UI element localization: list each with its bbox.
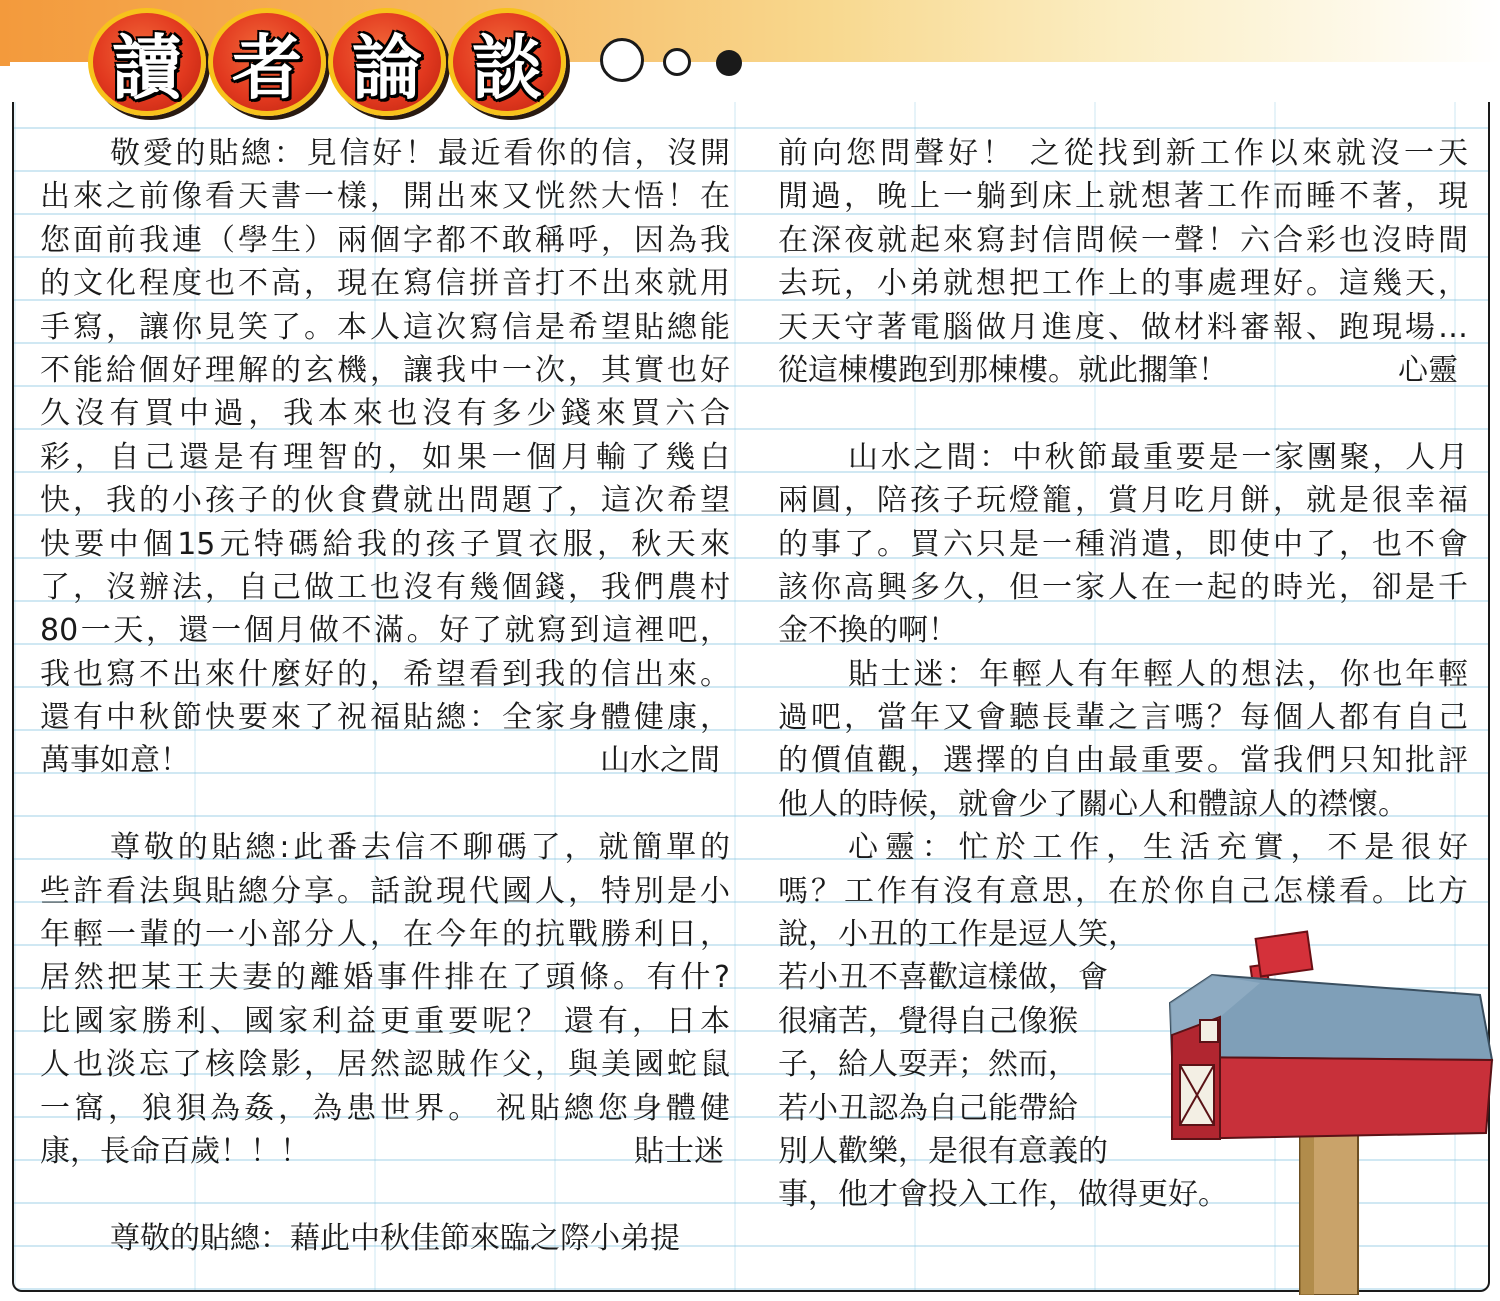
letter-line: 在深夜就起來寫封信問候一聲！六合彩也沒時間 bbox=[778, 222, 1468, 258]
title-badge-4 bbox=[448, 8, 566, 116]
letter-line: 快要中個15元特碼給我的孩子買衣服，秋天來 bbox=[40, 526, 730, 562]
reply-line: 他人的時候，就會少了關心人和體諒人的襟懷。 bbox=[778, 786, 1408, 822]
letter-line: 手寫，讓你見笑了。本人這次寫信是希望貼總能 bbox=[40, 309, 730, 345]
letter-3-continued bbox=[778, 132, 1468, 392]
letter-line: 尊敬的貼總:此番去信不聊碼了，就簡單的 bbox=[110, 830, 730, 866]
letter-closing-row bbox=[40, 739, 730, 782]
letter-line: 了，沒辦法，自己做工也沒有幾個錢，我們農村 bbox=[40, 569, 730, 605]
letter-line: 彩，自己還是有理智的，如果一個月輸了幾白 bbox=[40, 439, 730, 475]
reply-line: 兩圓，陪孩子玩燈籠，賞月吃月餅，就是很幸福 bbox=[778, 483, 1468, 519]
letter-closing: 萬事如意！ bbox=[40, 743, 190, 779]
title-char-1: 讀 bbox=[112, 26, 182, 109]
letter-line: 出來之前像看天書一樣，開出來又恍然大悟！在 bbox=[40, 179, 730, 215]
reply-line: 山水之間：中秋節最重要是一家團聚，人月 bbox=[848, 439, 1468, 475]
reply-line: 金不換的啊！ bbox=[778, 613, 958, 649]
left-column bbox=[40, 132, 730, 1260]
letter-line: 您面前我連（學生）兩個字都不敢稱呼，因為我 bbox=[40, 222, 730, 258]
letter-line: 閒過，晚上一躺到床上就想著工作而睡不著，現 bbox=[778, 179, 1468, 215]
reply-line: 若小丑認為自己能帶給 bbox=[778, 1090, 1078, 1126]
letter-line: 我也寫不出來什麼好的，希望看到我的信出來。 bbox=[40, 656, 730, 692]
letter-line: 久沒有買中過，我本來也沒有多少錢來買六合 bbox=[40, 396, 730, 432]
reply-2 bbox=[778, 653, 1468, 827]
letter-closing-row bbox=[40, 1130, 730, 1173]
letter-closing: 康，長命百歲！！！ bbox=[40, 1133, 310, 1169]
reply-line: 該你高興多久，但一家人在一起的時光，卻是千 bbox=[778, 569, 1468, 605]
ornament-dot-medium bbox=[663, 48, 691, 76]
title-badge-3 bbox=[328, 8, 446, 116]
letter-line: 些許看法與貼總分享。話說現代國人，特別是小 bbox=[40, 873, 730, 909]
letter-line: 80一天，還一個月做不滿。好了就寫到這裡吧， bbox=[40, 613, 730, 649]
letter-closing: 從這棟樓跑到那棟樓。就此擱筆！ bbox=[778, 352, 1228, 388]
letter-line: 年輕一輩的一小部分人，在今年的抗戰勝利日， bbox=[40, 917, 730, 953]
title-char-2: 者 bbox=[232, 26, 302, 109]
letter-line: 天天守著電腦做月進度、做材料審報、跑現場… bbox=[778, 309, 1468, 345]
spacer bbox=[40, 1173, 730, 1216]
letter-line: 敬愛的貼總：見信好！最近看你的信，沒開 bbox=[110, 136, 730, 171]
spacer bbox=[40, 783, 730, 826]
reply-line: 的事了。買六只是一種消遣，即使中了，也不會 bbox=[778, 526, 1468, 562]
reply-line: 事，他才會投入工作，做得更好。 bbox=[778, 1177, 1228, 1213]
letter-line: 前向您問聲好！ 之從找到新工作以來就沒一天 bbox=[778, 136, 1468, 171]
reply-line: 心靈：忙於工作，生活充實，不是很好 bbox=[848, 830, 1468, 866]
title-char-4: 談 bbox=[472, 26, 542, 109]
letter-line: 去玩，小弟就想把工作上的事處理好。這幾天， bbox=[778, 266, 1468, 302]
letter-2 bbox=[40, 826, 730, 1173]
letter-signature: 貼士迷 bbox=[634, 1133, 724, 1169]
letter-line: 還有中秋節快要來了祝福貼總：全家身體健康， bbox=[40, 700, 730, 736]
letter-line: 比國家勝利、國家利益更重要呢？ 還有，日本 bbox=[40, 1003, 730, 1039]
title-badge-2 bbox=[208, 8, 326, 116]
reply-line: 若小丑不喜歡這樣做，會 bbox=[778, 960, 1108, 996]
letter-signature: 心靈 bbox=[1398, 352, 1458, 388]
letter-3-first-line: 尊敬的貼總：藉此中秋佳節來臨之際小弟提 bbox=[110, 1220, 680, 1256]
ornament-dot-large bbox=[600, 38, 644, 82]
letter-line: 人也淡忘了核陰影，居然認賊作父，與美國蛇鼠 bbox=[40, 1047, 730, 1083]
mailbox-illustration bbox=[1150, 925, 1495, 1295]
reply-line: 貼士迷：年輕人有年輕人的想法，你也年輕 bbox=[848, 656, 1468, 692]
reply-line: 說，小丑的工作是逗人笑， bbox=[778, 917, 1138, 953]
letter-line: 快，我的小孩子的伙食費就出問題了，這次希望 bbox=[40, 483, 730, 519]
letter-line: 不能給個好理解的玄機，讓我中一次，其實也好 bbox=[40, 352, 730, 388]
letter-signature: 山水之間 bbox=[600, 743, 720, 779]
spacer bbox=[778, 392, 1468, 435]
reply-line: 的價值觀，選擇的自由最重要。當我們只知批評 bbox=[778, 743, 1468, 779]
letter-line: 一窩，狼狽為姦，為患世界。 祝貼總您身體健 bbox=[40, 1090, 730, 1126]
letter-line: 的文化程度也不高，現在寫信拼音打不出來就用 bbox=[40, 266, 730, 302]
title-char-3: 論 bbox=[352, 26, 422, 109]
reply-line: 嗎？工作有沒有意思，在於你自己怎樣看。比方 bbox=[778, 873, 1468, 909]
letter-1 bbox=[40, 132, 730, 783]
reply-1 bbox=[778, 436, 1468, 653]
reply-line: 過吧，當年又會聽長輩之言嗎？每個人都有自己 bbox=[778, 700, 1468, 736]
reply-line: 別人歡樂，是很有意義的 bbox=[778, 1133, 1108, 1169]
reply-line: 子，給人耍弄；然而， bbox=[778, 1047, 1078, 1083]
ornament-dot-filled bbox=[716, 50, 742, 76]
title-badge-1 bbox=[88, 8, 206, 116]
reply-line: 很痛苦，覺得自己像猴 bbox=[778, 1003, 1078, 1039]
letter-line: 居然把某王夫妻的離婚事件排在了頭條。有什? bbox=[40, 960, 730, 996]
letter-closing-row bbox=[778, 349, 1468, 392]
